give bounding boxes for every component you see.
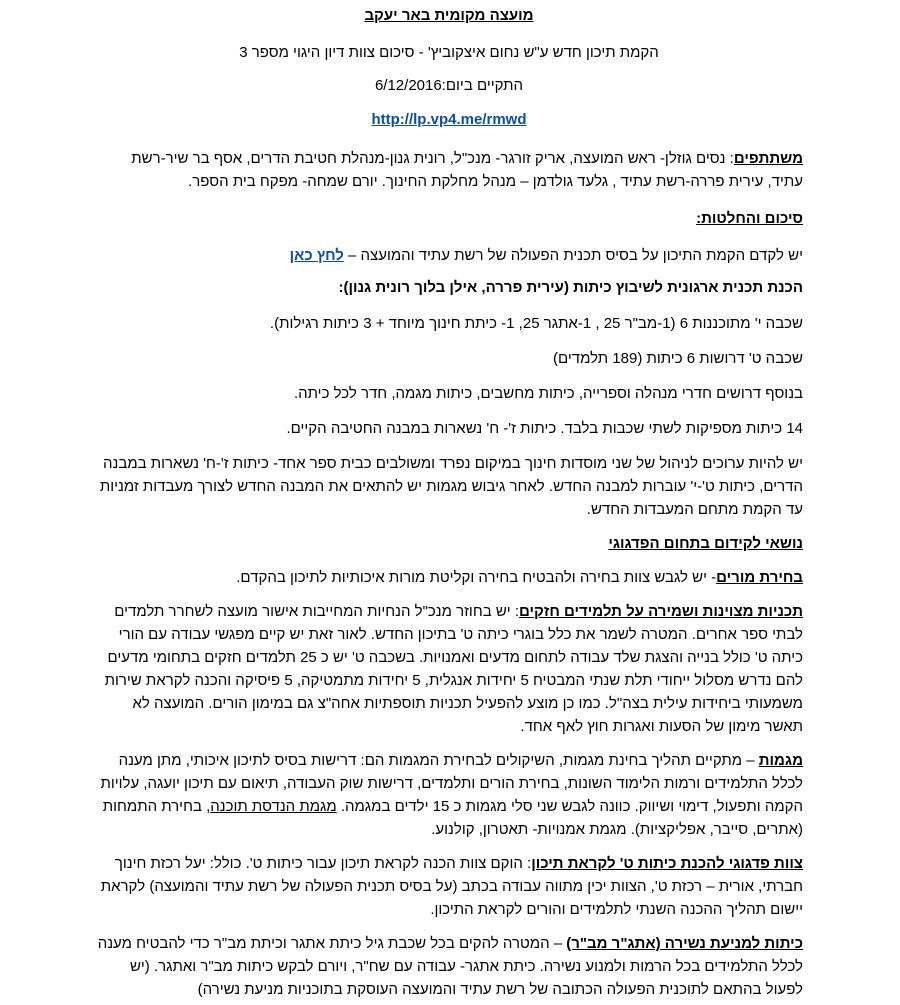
dropout-label: כיתות למניעת נשירה (אתג"ר מב"ר)	[566, 935, 803, 952]
majors-paragraph	[95, 749, 803, 841]
document-url-link[interactable]: http://lp.vp4.me/rmwd	[371, 111, 527, 128]
majors-text: – מתקיים תהליך בחינת מגמות, השיקולים לבחירת המגמות הם: דרישות בסיס לתיכון איכותי, מתן מענה לכלל התלמידים ורמות הלימוד השונות, בחירת הורים ותלמדים, דרישות שוק העבודה, תיאום עם תיכון יועגה, עלויות הקמה ותפעול, דימוי ושיווק. כוונה לגבש שני סלי מגמות כ 15 ילדים במגמה.	[100, 752, 803, 815]
meeting-date: התקיים ביום:6/12/2016	[374, 77, 524, 94]
participants-label: משתתפים	[733, 150, 803, 167]
majors-label: מגמות	[758, 752, 803, 769]
org-plan-p1: שכבה י' מתוכננות 6 (1-מב"ר 25 , 1-אתגר 25, 1- כיתת חינוך מיוחד + 3 כיתות רגילות).	[269, 315, 803, 332]
participants-text: : נסים גוזלן- ראש המועצה, אריק זורגר- מנכ"ל, רונית גנון-מנהלת חטיבת הדרים, אסף בר שיר-רשת עתיד, עירית פררה-רשת עתיד , גלעד גולדמן – מנהל מחלקת החינוך. יורם שמחה- מפקח בית הספר.	[131, 150, 803, 190]
summary-heading: סיכום והחלטות:	[696, 210, 803, 227]
org-plan-p5: יש להיות ערוכים לניהול של שני מוסדות חינוך במיקום נפרד ומשולבים כבית ספר אחד- כיתות ז'-ח' נשארות במבנה הדרים, כיתות ט'-י' עוברות למבנה החדש. לאחר גיבוש מגמות יש להתאים את המבנה החדש לצורך מעבדות זמניות עד הקמת מתחם המעבדות החדש.	[99, 455, 803, 518]
pedagogic-team-text: : הוקם צוות הכנה לקראת תיכון עבור כיתות ט'. כולל: יעל רכזת חינוך חברתי, אורית – רכזת ט', הצוות יכין מתווה עבודה בכתב (על בסיס תכנית הפעולה של רשת עתיד והמועצה) לקראת יישום תהליך ההכנה השנתי לתלמידים והורים לקראת התיכון.	[100, 855, 803, 918]
summary-intro	[95, 244, 803, 267]
document-subtitle: הקמת תיכון חדש ע"ש נחום איצקוביץ' - סיכום צוות דיון היגוי מספר 3	[239, 44, 659, 61]
dropout-text: – המטרה להקים בכל שכבת גיל כיתת אתגר וכיתת מב"ר כדי להבטיח מענה לכלל התלמידים בכל הרמות ולמנוע נשירה. כיתת אתגר- עבודה עם שח"ר, ויורם לבקש כיתות מב"ר ואתגר. (יש לפעול בהתאם לתוכנית הפעולה הכתובה של רשת עתיד והמועצה העוסקת בתוכניות מניעת נשירה)	[97, 935, 803, 998]
org-plan-p2: שכבה ט' דרושות 6 כיתות (189 תלמדים)	[553, 350, 803, 367]
excellence-text: : יש בחוזר מנכ"ל הנחיות המחייבות אישור מועצה לשחרר תלמדים לבתי ספר אחרים. המטרה לשמר את כלל בוגרי כיתה ט' בתיכון החדש. לאור זאת יש קיים מפגשי עבודה עם הורי כיתה ט' כולל בנייה והצגת שלד עבודה לתחום מדעים ואמנויות. בשכבה ט' יש כ 25 תלמדים חזקים בתחומי מדעים להם נדרש מסלול ייחודי תלת שנתי המבטיח 5 יחידות אנגלית, 5 יחידות מתמטיקה, 5 פיסיקה והכנה לקראת שירות משמעותי ביחידות עילית בצה"ל. כמו כן מוצע להפעיל תכניות תוספתיות אחה"צ גם במימון הורים. המועצה לא תאשר מימון של הסעות ואגרות חוץ לאף אחד.	[104, 603, 803, 735]
excellence-label: תכניות מצוינות ושמירה על תלמידים חזקים	[519, 603, 803, 620]
participants-paragraph	[95, 147, 803, 193]
org-plan-heading: הכנת תכנית ארגונית לשיבוץ כיתות (עירית פררה, אילן בלוך רונית גנון):	[338, 279, 803, 296]
teachers-text: - יש לגבש צוות בחירה ולהבטיח בחירה וקליטת מורות איכותיות לתיכון בהקדם.	[236, 569, 717, 586]
summary-intro-text: יש לקדם הקמת התיכון על בסיס תכנית הפעולה של רשת עתיד והמועצה –	[343, 247, 803, 264]
majors-software-engineering: מגמת הנדסת תוכנה	[210, 798, 337, 815]
pedagogic-team-paragraph	[95, 852, 803, 921]
dropout-paragraph	[95, 932, 803, 1001]
pedagogy-heading: נושאי לקידום בתחום הפדגוגי	[608, 535, 803, 552]
majors-text-2: , בחירת התמחות (אתרים, סייבר, אפליקציות). מגמת אמנויות- תאטרון, קולנוע.	[102, 798, 803, 838]
document-title: מועצה מקומית באר יעקב	[364, 7, 534, 24]
org-plan-p4: 14 כיתות מספיקות לשתי שכבות בלבד. כיתות ז'- ח' נשארות במבנה החטיבה הקיים.	[286, 420, 803, 437]
teachers-label: בחירת מורים	[716, 569, 803, 586]
excellence-paragraph	[95, 600, 803, 738]
org-plan-p3: בנוסף דרושים חדרי מנהלה וספרייה, כיתות מחשבים, כיתות מגמה, חדר לכל כיתה.	[293, 385, 803, 402]
url-line	[95, 108, 803, 131]
teachers-paragraph	[95, 566, 803, 589]
click-here-link[interactable]: לחץ כאן	[289, 247, 344, 264]
pedagogic-team-label: צוות פדגוגי להכנת כיתות ט' לקראת תיכון	[531, 855, 803, 872]
